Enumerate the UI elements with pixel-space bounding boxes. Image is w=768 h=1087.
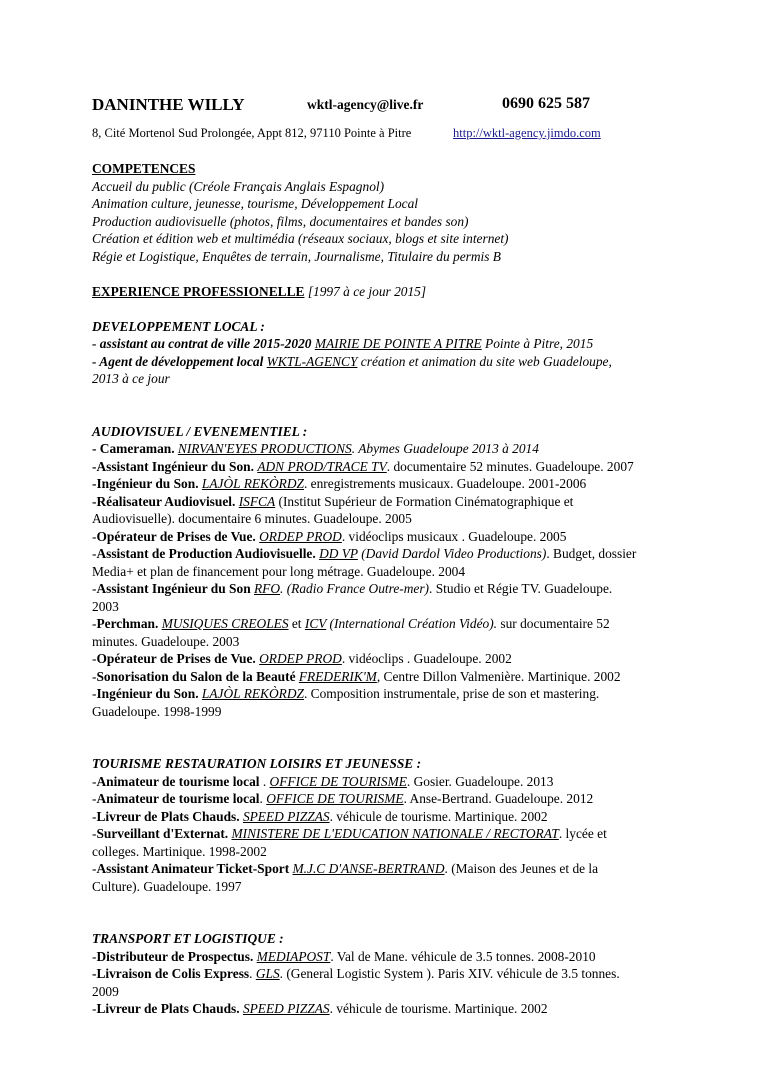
job-entry: -Assistant de Production Audiovisuelle. DD VP (David Dardol Video Productions). Budget, dossier bbox=[92, 546, 637, 561]
transport-title: TRANSPORT ET LOGISTIQUE : bbox=[92, 931, 284, 946]
job-entry: - Cameraman. NIRVAN'EYES PRODUCTIONS. Abymes Guadeloupe 2013 à 2014 bbox=[92, 441, 539, 456]
job-entry: -Animateur de tourisme local . OFFICE DE TOURISME. Gosier. Guadeloupe. 2013 bbox=[92, 773, 554, 789]
employer-name: ICV bbox=[304, 616, 327, 631]
job-entry: -Réalisateur Audiovisuel. ISFCA (Institut Supérieur de Formation Cinématographique et bbox=[92, 493, 574, 509]
employer-name: MINISTERE DE L'EDUCATION NATIONALE / RECTORAT bbox=[231, 826, 559, 841]
employer-name: ORDEP PROD bbox=[259, 528, 342, 544]
competence-line: Régie et Logistique, Enquêtes de terrain, Journalisme, Titulaire du permis B bbox=[92, 248, 501, 264]
employer-name: LAJÒL REKÒRDZ bbox=[201, 476, 304, 491]
employer-name: MEDIAPOST bbox=[256, 948, 331, 964]
job-entry-cont: Audiovisuelle). documentaire 6 minutes. Guadeloupe. 2005 bbox=[92, 511, 412, 526]
job-entry: -Opérateur de Prises de Vue. ORDEP PROD. vidéoclips musicaux . Guadeloupe. 2005 bbox=[92, 528, 567, 544]
website-link[interactable]: http://wktl-agency.jimdo.com bbox=[453, 126, 601, 140]
job-entry-cont: 2003 bbox=[92, 598, 119, 614]
tourisme-title: TOURISME RESTAURATION LOISIRS ET JEUNESSE : bbox=[92, 756, 422, 771]
job-entry: -Surveillant d'Externat. MINISTERE DE L'EDUCATION NATIONALE / RECTORAT. lycée et bbox=[92, 826, 607, 841]
competence-line: Animation culture, jeunesse, tourisme, Développement Local bbox=[92, 196, 419, 211]
job-entry: -Animateur de tourisme local. OFFICE DE TOURISME. Anse-Bertrand. Guadeloupe. 2012 bbox=[92, 791, 594, 806]
employer-name: WKTL-AGENCY bbox=[266, 353, 358, 369]
job-entry: -Assistant Animateur Ticket-Sport M.J.C D'ANSE-BERTRAND. (Maison des Jeunes et de la bbox=[92, 861, 599, 876]
experience-title: EXPERIENCE PROFESSIONELLE bbox=[92, 283, 305, 299]
job-entry: -Livreur de Plats Chauds. SPEED PIZZAS. véhicule de tourisme. Martinique. 2002 bbox=[92, 1001, 548, 1016]
employer-name: FREDERIK'M bbox=[298, 668, 377, 684]
resume-body bbox=[92, 160, 692, 1018]
job-entry-cont: Media+ et plan de financement pour long métrage. Guadeloupe. 2004 bbox=[92, 563, 466, 579]
job-entry-cont: 2009 bbox=[92, 983, 119, 999]
job-entry: -Ingénieur du Son. LAJÒL REKÒRDZ. enregistrements musicaux. Guadeloupe. 2001-2006 bbox=[92, 476, 587, 491]
experience-period: [1997 à ce jour 2015] bbox=[307, 283, 427, 299]
resume-name: DANINTHE WILLY bbox=[92, 95, 245, 114]
job-entry: -Opérateur de Prises de Vue. ORDEP PROD. vidéoclips . Guadeloupe. 2002 bbox=[92, 651, 512, 666]
competence-line: Accueil du public (Créole Français Anglais Espagnol) bbox=[92, 178, 385, 194]
employer-name: MUSIQUES CREOLES bbox=[161, 616, 289, 631]
job-entry-cont: minutes. Guadeloupe. 2003 bbox=[92, 633, 240, 649]
employer-name: OFFICE DE TOURISME bbox=[266, 791, 404, 806]
competence-line: Création et édition web et multimédia (réseaux sociaux, blogs et site internet) bbox=[92, 231, 509, 246]
employer-name: LAJÒL REKÒRDZ bbox=[201, 686, 304, 701]
experience-heading bbox=[92, 283, 692, 301]
job-entry: -Perchman. MUSIQUES CREOLES et ICV (International Création Vidéo). sur documentaire 52 bbox=[92, 616, 610, 631]
job-entry-cont: Guadeloupe. 1998-1999 bbox=[92, 703, 222, 719]
job-entry: -Livreur de Plats Chauds. SPEED PIZZAS. véhicule de tourisme. Martinique. 2002 bbox=[92, 808, 548, 824]
contact-address: 8, Cité Mortenol Sud Prolongée, Appt 812, 97110 Pointe à Pitre bbox=[92, 126, 412, 140]
competences-section bbox=[92, 160, 692, 178]
employer-name: RFO bbox=[254, 581, 281, 596]
employer-name: DD VP bbox=[319, 546, 358, 561]
employer-name: NIRVAN'EYES PRODUCTIONS bbox=[177, 441, 352, 456]
job-entry: -Sonorisation du Salon de la Beauté FREDERIK'M, Centre Dillon Valmenière. Martinique. 2002 bbox=[92, 668, 621, 684]
job-entry: -Ingénieur du Son. LAJÒL REKÒRDZ. Composition instrumentale, prise de son et mastering. bbox=[92, 686, 600, 701]
job-entry-cont: 2013 à ce jour bbox=[92, 371, 170, 386]
employer-name: SPEED PIZZAS bbox=[242, 1001, 330, 1016]
job-entry-cont: Culture). Guadeloupe. 1997 bbox=[92, 878, 242, 894]
employer-name: M.J.C D'ANSE-BERTRAND bbox=[292, 861, 445, 876]
job-entry: - Agent de développement local WKTL-AGENCY création et animation du site web Guadeloupe, bbox=[92, 353, 612, 369]
employer-name: ISFCA bbox=[238, 493, 276, 509]
job-entry: -Distributeur de Prospectus. MEDIAPOST. Val de Mane. véhicule de 3.5 tonnes. 2008-2010 bbox=[92, 948, 596, 964]
audiovisuel-title: AUDIOVISUEL / EVENEMENTIEL : bbox=[92, 423, 308, 439]
job-entry-cont: colleges. Martinique. 1998-2002 bbox=[92, 843, 267, 859]
competences-title: COMPETENCES bbox=[92, 161, 196, 176]
dev-local-title: DEVELOPPEMENT LOCAL : bbox=[92, 318, 265, 334]
job-entry: -Livraison de Colis Express. GLS. (General Logistic System ). Paris XIV. véhicule de 3.5 tonnes. bbox=[92, 966, 620, 981]
competence-line: Production audiovisuelle (photos, films, documentaires et bandes son) bbox=[92, 213, 469, 229]
job-entry: - assistant au contrat de ville 2015-2020 MAIRIE DE POINTE A PITRE Pointe à Pitre, 2015 bbox=[92, 336, 594, 351]
employer-name: SPEED PIZZAS bbox=[242, 808, 330, 824]
job-entry: -Assistant Ingénieur du Son. ADN PROD/TRACE TV. documentaire 52 minutes. Guadeloupe. 2007 bbox=[92, 458, 634, 474]
employer-name: MAIRIE DE POINTE A PITRE bbox=[314, 336, 482, 351]
employer-name: ORDEP PROD bbox=[259, 651, 342, 666]
contact-email: wktl-agency@live.fr bbox=[307, 97, 424, 112]
contact-phone: 0690 625 587 bbox=[502, 95, 590, 112]
employer-name: GLS bbox=[255, 966, 280, 981]
job-entry: -Assistant Ingénieur du Son RFO. (Radio France Outre-mer). Studio et Régie TV. Guadeloupe. bbox=[92, 581, 613, 596]
employer-name: ADN PROD/TRACE TV bbox=[257, 458, 387, 474]
employer-name: OFFICE DE TOURISME bbox=[269, 773, 407, 789]
